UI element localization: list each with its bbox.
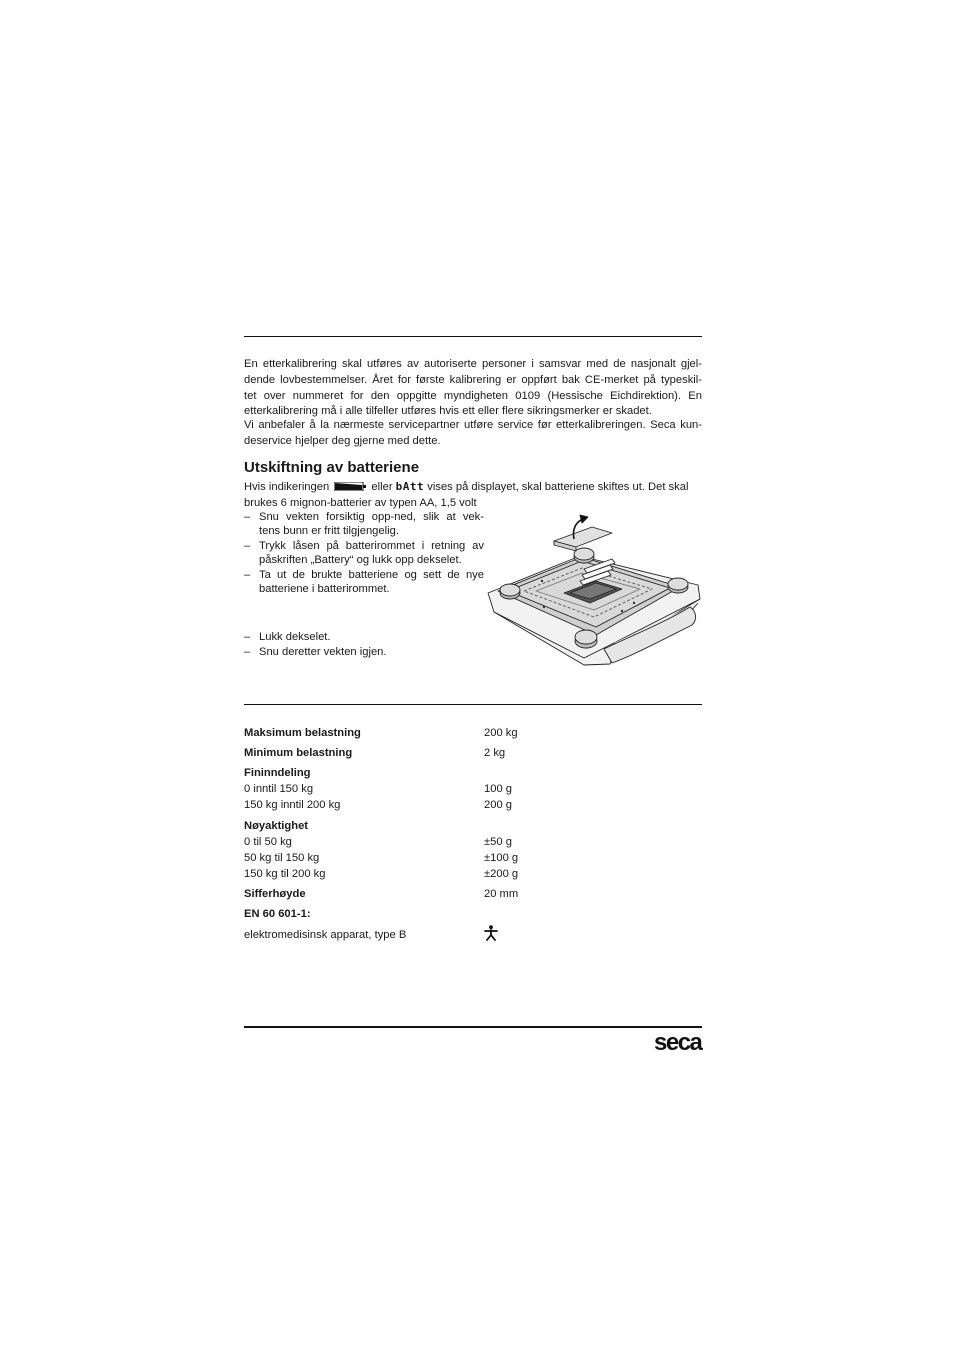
graduation-label: Fininndeling [244, 767, 311, 779]
table-row-value: ±200 g [484, 868, 519, 880]
type-b-person-icon [484, 925, 498, 946]
battery-steps-final [244, 631, 484, 662]
seca-logo [654, 1028, 704, 1054]
battery-steps [244, 511, 484, 598]
batt-display-text: bAtt [395, 480, 425, 493]
list-item: – Snu vekten forsiktig opp-ned, slik at vek- tens bunn er fritt tilgjengelig. [244, 511, 484, 537]
device-type-label: elektromedisinsk apparat, type B [244, 929, 407, 941]
standard-label: EN 60 601-1: [244, 908, 311, 920]
table-row: 50 kg til 150 kg [244, 852, 320, 864]
scale-underside-illustration [484, 511, 706, 678]
footer-rule [244, 1026, 702, 1028]
table-row: 0 inntil 150 kg [244, 783, 314, 795]
list-item: – Ta ut de brukte batteriene og sett de nye batteriene i batterirommet. [244, 569, 484, 595]
table-row: 150 kg til 200 kg [244, 868, 326, 880]
digit-height-value: 20 mm [484, 888, 519, 900]
section-rule [244, 704, 702, 705]
max-load-label: Maksimum belastning [244, 727, 361, 739]
min-load-value: 2 kg [484, 747, 506, 759]
list-item: – Trykk låsen på batterirommet i retning av påskriften „Battery“ og lukk opp dekselet. [244, 540, 484, 566]
recalibration-paragraph-1: En etterkalibrering skal utføres av autoriserte personer i samsvar med de nasjonalt gjel- dende lovbestemmelser. Året for første kalibrering er oppført bak CE-merket på typeskil- tet over nummeret for den oppgitte myndigheten 0109 (Hessische Eichdirektion). En etterkalibrering må i alle tilfeller utføres hvis ett eller flere sikringsmerker er skadet. [244, 358, 702, 418]
table-row: 150 kg inntil 200 kg [244, 799, 341, 811]
table-row-value: 100 g [484, 783, 512, 795]
list-item: – Lukk dekselet. [244, 631, 331, 643]
max-load-value: 200 kg [484, 727, 518, 739]
recalibration-paragraph-2: Vi anbefaler å la nærmeste servicepartner utføre service før etterkalibreringen. Seca kun- deservice hjelper deg gjerne med dette. [244, 419, 702, 447]
low-battery-icon [334, 482, 366, 491]
table-row-value: ±50 g [484, 836, 512, 848]
table-row: 0 til 50 kg [244, 836, 292, 848]
table-row-value: ±100 g [484, 852, 519, 864]
table-row-value: 200 g [484, 799, 512, 811]
min-load-label: Minimum belastning [244, 747, 353, 759]
battery-heading: Utskiftning av batteriene [244, 459, 420, 476]
svg-text:seca: seca [654, 1029, 702, 1054]
battery-intro: Hvis indikeringen eller bAtt vises på displayet, skal batteriene skiftes ut. Det skal brukes 6 mignon-batterier av typen AA, 1,5 volt [244, 480, 689, 509]
top-rule [244, 336, 702, 337]
digit-height-label: Sifferhøyde [244, 888, 306, 900]
list-item: – Snu deretter vekten igjen. [244, 646, 387, 659]
accuracy-label: Nøyaktighet [244, 820, 309, 832]
